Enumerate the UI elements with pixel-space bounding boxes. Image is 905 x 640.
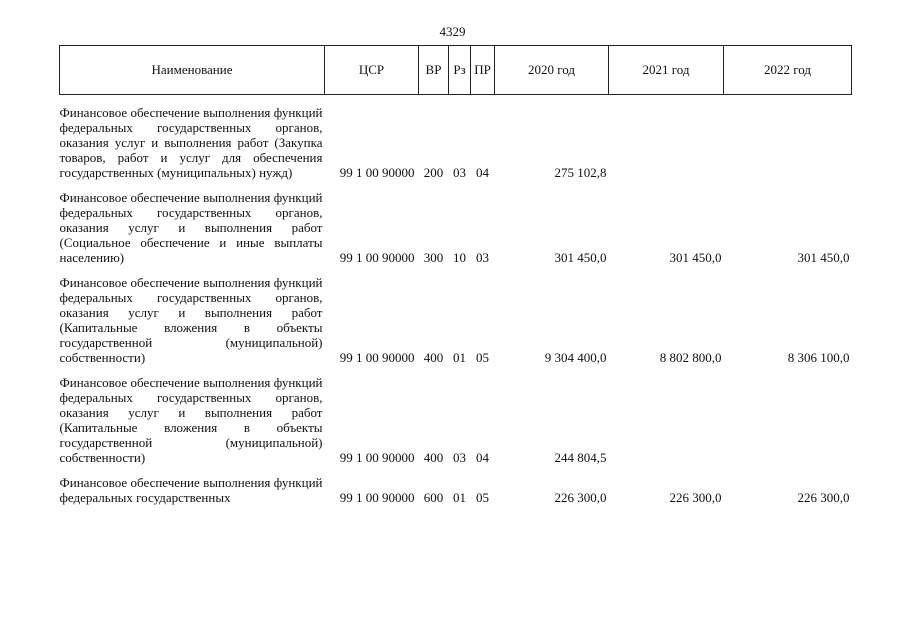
header-csr: ЦСР [325, 46, 419, 95]
budget-table [59, 45, 852, 505]
row-vr: 600 [423, 490, 444, 505]
page-number: 4329 [439, 24, 466, 39]
header-2020: 2020 год [495, 46, 609, 95]
table-row [60, 475, 852, 505]
row-rz: 01 [453, 350, 466, 365]
row-csr: 99 1 00 90000 [339, 450, 415, 465]
row-2021 [609, 105, 724, 180]
row-rz: 01 [453, 490, 466, 505]
table-row [60, 375, 852, 465]
row-csr: 99 1 00 90000 [339, 250, 415, 265]
row-2021: 8 802 800,0 [659, 350, 722, 365]
table-row [60, 190, 852, 265]
row-name: Финансовое обеспечение выполнения функций федеральных государственных [59, 475, 323, 505]
row-2022 [724, 375, 852, 465]
row-name: Финансовое обеспечение выполнения функций федеральных государственных органов, оказания услуг и выполнения работ (Социальное обеспечение и иные выплаты населению) [59, 190, 323, 265]
header-vr: ВР [419, 46, 449, 95]
row-name: Финансовое обеспечение выполнения функций федеральных государственных органов, оказания услуг и выполнения работ (Капитальные вложения в объекты государственной (муниципальной) собственности) [59, 275, 323, 365]
row-pr: 05 [476, 490, 489, 505]
row-pr: 05 [476, 350, 489, 365]
header-row [60, 46, 852, 95]
row-name: Финансовое обеспечение выполнения функций федеральных государственных органов, оказания услуг и выполнения работ (Закупка товаров, работ и услуг для обеспечения государственных (муниципальных) нужд) [59, 105, 323, 180]
row-csr: 99 1 00 90000 [339, 165, 415, 180]
header-name: Наименование [60, 46, 325, 95]
row-2022 [724, 105, 852, 180]
row-2022: 8 306 100,0 [787, 350, 850, 365]
table-row [60, 105, 852, 180]
row-rz: 03 [453, 165, 466, 180]
row-csr: 99 1 00 90000 [339, 350, 415, 365]
row-pr: 04 [476, 165, 489, 180]
row-2020: 275 102,8 [554, 165, 607, 180]
row-pr: 03 [476, 250, 489, 265]
row-2020: 244 804,5 [554, 450, 607, 465]
row-vr: 400 [423, 450, 444, 465]
row-pr: 04 [476, 450, 489, 465]
row-2022: 226 300,0 [797, 490, 850, 505]
row-csr: 99 1 00 90000 [339, 490, 415, 505]
row-2021: 301 450,0 [669, 250, 722, 265]
row-2022: 301 450,0 [797, 250, 850, 265]
header-pr: ПР [471, 46, 495, 95]
header-2021: 2021 год [609, 46, 724, 95]
header-2022: 2022 год [724, 46, 852, 95]
row-rz: 03 [453, 450, 466, 465]
row-2020: 9 304 400,0 [544, 350, 607, 365]
table-row [60, 275, 852, 365]
row-2020: 301 450,0 [554, 250, 607, 265]
row-2021 [609, 375, 724, 465]
row-vr: 200 [423, 165, 444, 180]
row-2020: 226 300,0 [554, 490, 607, 505]
header-rz: Рз [449, 46, 471, 95]
row-vr: 300 [423, 250, 444, 265]
row-rz: 10 [453, 250, 466, 265]
row-name: Финансовое обеспечение выполнения функций федеральных государственных органов, оказания услуг и выполнения работ (Капитальные вложения в объекты государственной (муниципальной) собственности) [59, 375, 323, 465]
row-2021: 226 300,0 [669, 490, 722, 505]
row-vr: 400 [423, 350, 444, 365]
